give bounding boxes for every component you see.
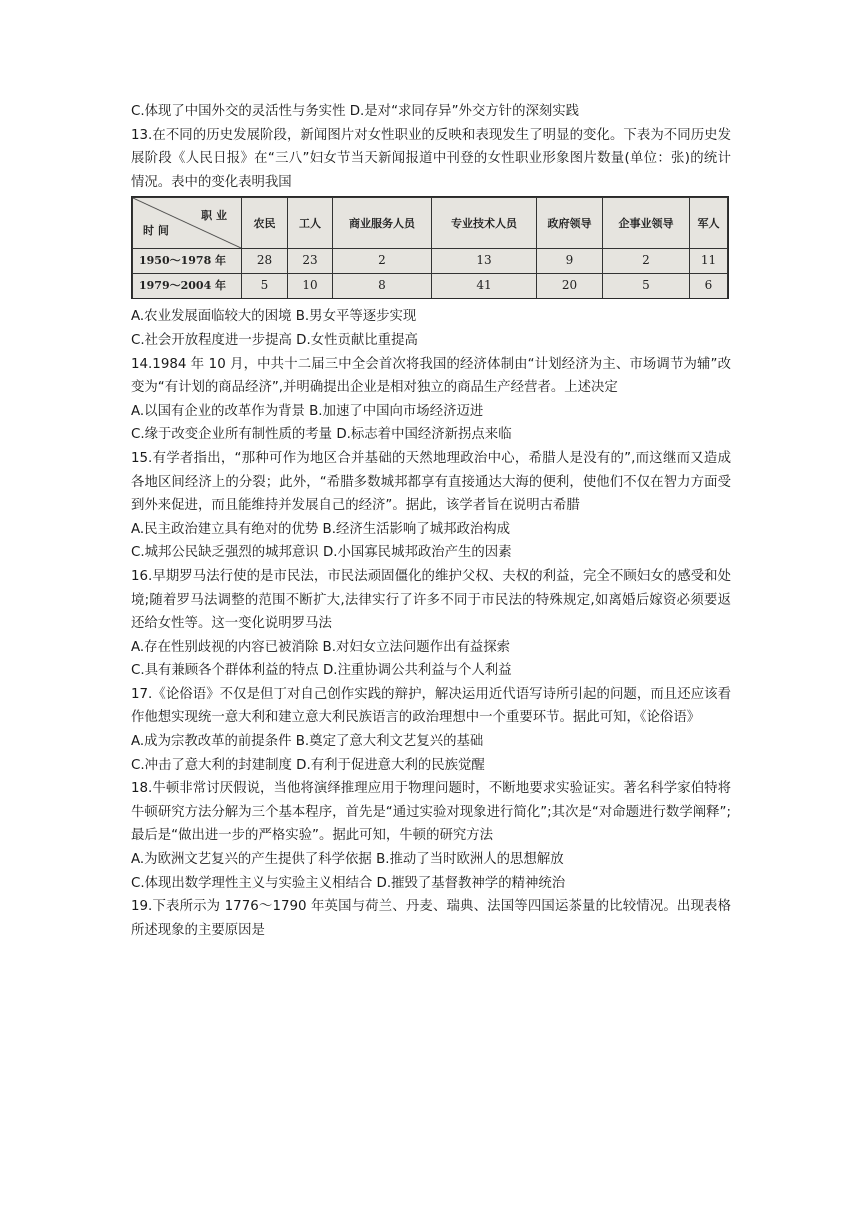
option-line: A.以国有企业的改革作为背景 B.加速了中国向市场经济迈进 [131, 403, 484, 419]
table-cell: 23 [288, 249, 333, 274]
occupation-table [132, 197, 728, 298]
header-cell: 商业服务人员 [333, 198, 432, 249]
corner-label-occupation: 职 业 [201, 209, 227, 223]
header-cell: 专业技术人员 [432, 198, 537, 249]
question-18: 18.牛顿非常讨厌假说，当他将演绎推理应用于物理问题时，不断地要求实验证实。著名科学家伯特将牛顿研究方法分解为三个基本程序，首先是“通过实验对现象进行简化”;其次是“对命题进行数学阐释”;最后是“做出进一步的严格实验”。据此可知，牛顿的研究方法 [131, 781, 731, 844]
question-16: 16.早期罗马法行使的是市民法，市民法顽固僵化的维护父权、夫权的利益，完全不顾妇女的感受和处境;随着罗马法调整的范围不断扩大,法律实行了许多不同于市民法的特殊规定,如离婚后嫁资必须要返还给女性等。这一变化说明罗马法 [131, 568, 731, 632]
table-cell: 8 [333, 273, 432, 298]
header-cell: 工人 [288, 198, 333, 249]
option-line: A.民主政治建立具有绝对的优势 B.经济生活影响了城邦政治构成 [131, 521, 511, 537]
header-cell: 企事业领导 [603, 198, 690, 249]
table-cell: 5 [603, 273, 690, 298]
option-line: C.城邦公民缺乏强烈的城邦意识 D.小国寡民城邦政治产生的因素 [131, 545, 512, 561]
table-row [133, 273, 728, 298]
table-cell: 2 [333, 249, 432, 274]
table-corner-cell [133, 198, 242, 249]
question-13: 13.在不同的历史发展阶段，新闻图片对女性职业的反映和表现发生了明显的变化。下表为不同历史发展阶段《人民日报》在“三八”妇女节当天新闻报道中刊登的女性职业形象图片数量(单位：张)的统计情况。表中的变化表明我国 [131, 127, 731, 190]
option-line: C.具有兼顾各个群体利益的特点 D.注重协调公共利益与个人利益 [131, 663, 512, 679]
option-line: A.农业发展面临较大的困境 B.男女平等逐步实现 [131, 309, 417, 325]
option-line: A.为欧洲文艺复兴的产生提供了科学依据 B.推动了当时欧洲人的思想解放 [131, 852, 564, 868]
table-cell: 11 [690, 249, 728, 274]
corner-label-period: 时 间 [143, 223, 169, 237]
option-line: C.体现出数学理性主义与实验主义相结合 D.摧毁了基督教神学的精神统治 [131, 875, 566, 891]
table-row [133, 249, 728, 274]
question-15: 15.有学者指出，“那种可作为地区合并基础的天然地理政治中心，希腊人是没有的”,而这继而又造成各地区间经济上的分裂；此外，“希腊多数城邦都享有直接通达大海的便利，使他们不仅在智力方面受到外来促进，而且能维持并发展自己的经济”。据此，该学者旨在说明古希腊 [131, 450, 731, 514]
table-cell: 10 [288, 273, 333, 298]
table-cell: 5 [242, 273, 288, 298]
table-header-row [133, 198, 728, 249]
row-period: 1979～2004 年 [133, 273, 242, 298]
question-19: 19.下表所示为 1776～1790 年英国与荷兰、丹麦、瑞典、法国等四国运茶量的比较情况。出现表格所述现象的主要原因是 [131, 899, 731, 938]
header-cell: 军人 [690, 198, 728, 249]
table-cell: 6 [690, 273, 728, 298]
question-17: 17.《论俗语》不仅是但丁对自己创作实践的辩护，解决运用近代语写诗所引起的问题，而且还应该看作他想实现统一意大利和建立意大利民族语言的政治理想中一个重要环节。据此可知，《论俗语》 [131, 686, 731, 726]
question-14: 14.1984 年 10 月，中共十二届三中全会首次将我国的经济体制由“计划经济为主、市场调节为辅”改变为“有计划的商品经济”,并明确提出企业是相对独立的商品生产经营者。上述决定 [131, 356, 731, 396]
row-period: 1950～1978 年 [133, 249, 242, 274]
table-cell: 28 [242, 249, 288, 274]
option-line: C.冲击了意大利的封建制度 D.有利于促进意大利的民族觉醒 [131, 757, 485, 773]
table-cell: 41 [432, 273, 537, 298]
header-cell: 政府领导 [537, 198, 603, 249]
option-line: C.体现了中国外交的灵活性与务实性 D.是对“求同存异”外交方针的深刻实践 [131, 104, 580, 119]
table-cell: 20 [537, 273, 603, 298]
option-line: A.成为宗教改革的前提条件 B.奠定了意大利文艺复兴的基础 [131, 734, 484, 750]
header-cell: 农民 [242, 198, 288, 249]
option-line: A.存在性别歧视的内容已被消除 B.对妇女立法问题作出有益探索 [131, 639, 511, 655]
table-cell: 9 [537, 249, 603, 274]
option-line: C.缘于改变企业所有制性质的考量 D.标志着中国经济新拐点来临 [131, 427, 512, 443]
option-line: C.社会开放程度进一步提高 D.女性贡献比重提高 [131, 332, 418, 348]
table-cell: 2 [603, 249, 690, 274]
exam-page [131, 100, 731, 942]
table-cell: 13 [432, 249, 537, 274]
occupation-table-image [131, 196, 729, 299]
